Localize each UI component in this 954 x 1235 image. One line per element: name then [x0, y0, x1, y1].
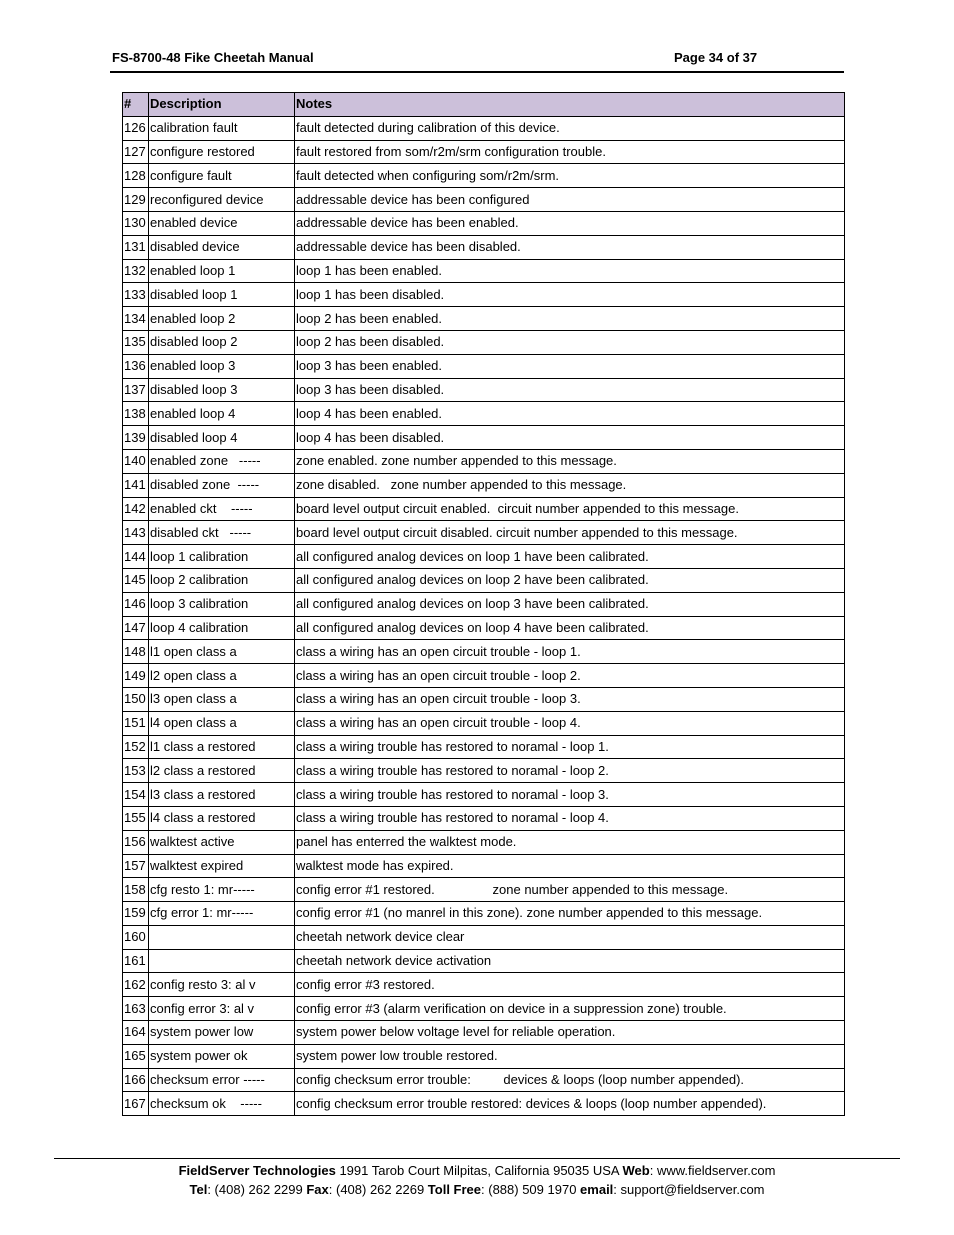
cell-number: 158 [123, 878, 149, 902]
footer-tollfree: : (888) 509 1970 [481, 1182, 581, 1197]
cell-number: 165 [123, 1044, 149, 1068]
table-row [123, 735, 845, 759]
cell-description: walktest active [149, 830, 295, 854]
cell-description: config error 3: al v [149, 997, 295, 1021]
table-row [123, 902, 845, 926]
cell-description: disabled loop 1 [149, 283, 295, 307]
cell-description: disabled device [149, 235, 295, 259]
table-row [123, 426, 845, 450]
cell-description: walktest expired [149, 854, 295, 878]
footer-email-label: email [580, 1182, 614, 1197]
table-row [123, 521, 845, 545]
cell-notes: cheetah network device activation [295, 949, 845, 973]
cell-number: 135 [123, 330, 149, 354]
column-header-number: # [123, 93, 149, 117]
table-row [123, 449, 845, 473]
cell-number: 128 [123, 164, 149, 188]
table-row [123, 378, 845, 402]
table-row [123, 235, 845, 259]
cell-notes: config checksum error trouble restored: devices & loops (loop number appended). [295, 1092, 845, 1116]
footer-tollfree-label: Toll Free [427, 1182, 482, 1197]
cell-notes: fault restored from som/r2m/srm configuration trouble. [295, 140, 845, 164]
cell-number: 137 [123, 378, 149, 402]
table-row [123, 259, 845, 283]
footer-email: : support@fieldserver.com [613, 1182, 765, 1197]
cell-number: 151 [123, 711, 149, 735]
cell-notes: config error #3 (alarm verification on device in a suppression zone) trouble. [295, 997, 845, 1021]
cell-notes: loop 1 has been enabled. [295, 259, 845, 283]
cell-description: l3 class a restored [149, 783, 295, 807]
cell-notes: config checksum error trouble: devices & loops (loop number appended). [295, 1068, 845, 1092]
cell-notes: class a wiring has an open circuit trouble - loop 4. [295, 711, 845, 735]
cell-number: 130 [123, 211, 149, 235]
table-header-row [123, 93, 845, 117]
table-row [123, 616, 845, 640]
cell-description: disabled loop 4 [149, 426, 295, 450]
cell-description: l3 open class a [149, 687, 295, 711]
header-divider [110, 71, 844, 73]
cell-description: enabled loop 3 [149, 354, 295, 378]
page-header [112, 50, 844, 65]
table-row [123, 783, 845, 807]
cell-description: system power ok [149, 1044, 295, 1068]
cell-description: enabled loop 4 [149, 402, 295, 426]
cell-description: l2 open class a [149, 664, 295, 688]
table-row [123, 116, 845, 140]
cell-number: 146 [123, 592, 149, 616]
cell-number: 153 [123, 759, 149, 783]
cell-description: cfg error 1: mr----- [149, 902, 295, 926]
cell-number: 160 [123, 925, 149, 949]
cell-description: l1 class a restored [149, 735, 295, 759]
cell-notes: loop 1 has been disabled. [295, 283, 845, 307]
cell-number: 148 [123, 640, 149, 664]
page-number: Page 34 of 37 [674, 50, 758, 65]
cell-notes: class a wiring trouble has restored to noramal - loop 1. [295, 735, 845, 759]
footer-web: : www.fieldserver.com [649, 1163, 776, 1178]
footer-contact-line [54, 1182, 900, 1197]
table-row [123, 759, 845, 783]
cell-number: 138 [123, 402, 149, 426]
footer-fax: : (408) 262 2269 [328, 1182, 428, 1197]
cell-description: config resto 3: al v [149, 973, 295, 997]
footer-tel-label: Tel [189, 1182, 208, 1197]
cell-description: reconfigured device [149, 188, 295, 212]
cell-notes: class a wiring trouble has restored to noramal - loop 2. [295, 759, 845, 783]
cell-number: 141 [123, 473, 149, 497]
footer-address-line [54, 1163, 900, 1178]
cell-number: 164 [123, 1021, 149, 1045]
cell-description: l4 class a restored [149, 806, 295, 830]
table-row [123, 949, 845, 973]
cell-description: l1 open class a [149, 640, 295, 664]
table-row [123, 307, 845, 331]
table-row [123, 568, 845, 592]
table-body [123, 116, 845, 1115]
cell-number: 131 [123, 235, 149, 259]
cell-description: loop 3 calibration [149, 592, 295, 616]
cell-notes: board level output circuit enabled. circuit number appended to this message. [295, 497, 845, 521]
table-row [123, 497, 845, 521]
table-row [123, 545, 845, 569]
cell-description: disabled loop 2 [149, 330, 295, 354]
footer-divider [54, 1158, 900, 1159]
cell-number: 149 [123, 664, 149, 688]
footer-fax-label: Fax [306, 1182, 329, 1197]
table-row [123, 687, 845, 711]
cell-description: loop 1 calibration [149, 545, 295, 569]
cell-notes: cheetah network device clear [295, 925, 845, 949]
cell-description: checksum ok ----- [149, 1092, 295, 1116]
cell-number: 157 [123, 854, 149, 878]
cell-description: cfg resto 1: mr----- [149, 878, 295, 902]
table-row [123, 1044, 845, 1068]
cell-number: 136 [123, 354, 149, 378]
table-row [123, 211, 845, 235]
cell-notes: all configured analog devices on loop 1 have been calibrated. [295, 545, 845, 569]
table-row [123, 188, 845, 212]
cell-notes: config error #3 restored. [295, 973, 845, 997]
cell-description: enabled loop 2 [149, 307, 295, 331]
cell-notes: class a wiring has an open circuit trouble - loop 1. [295, 640, 845, 664]
cell-description: l4 open class a [149, 711, 295, 735]
cell-notes: loop 4 has been enabled. [295, 402, 845, 426]
cell-number: 133 [123, 283, 149, 307]
cell-notes: system power low trouble restored. [295, 1044, 845, 1068]
cell-description: enabled device [149, 211, 295, 235]
table-row [123, 1092, 845, 1116]
cell-number: 150 [123, 687, 149, 711]
cell-description: disabled zone ----- [149, 473, 295, 497]
cell-notes: all configured analog devices on loop 2 have been calibrated. [295, 568, 845, 592]
cell-notes: board level output circuit disabled. circuit number appended to this message. [295, 521, 845, 545]
table-row [123, 330, 845, 354]
cell-description: loop 2 calibration [149, 568, 295, 592]
cell-notes: all configured analog devices on loop 4 have been calibrated. [295, 616, 845, 640]
cell-number: 129 [123, 188, 149, 212]
cell-description: configure fault [149, 164, 295, 188]
cell-notes: loop 3 has been disabled. [295, 378, 845, 402]
table-row [123, 1021, 845, 1045]
cell-number: 156 [123, 830, 149, 854]
cell-description [149, 925, 295, 949]
cell-description: configure restored [149, 140, 295, 164]
cell-notes: all configured analog devices on loop 3 have been calibrated. [295, 592, 845, 616]
table-row [123, 830, 845, 854]
cell-number: 143 [123, 521, 149, 545]
column-header-description: Description [149, 93, 295, 117]
cell-description: calibration fault [149, 116, 295, 140]
column-header-notes: Notes [295, 93, 845, 117]
cell-number: 144 [123, 545, 149, 569]
cell-notes: fault detected during calibration of this device. [295, 116, 845, 140]
table-row [123, 164, 845, 188]
cell-description: enabled loop 1 [149, 259, 295, 283]
table-row [123, 878, 845, 902]
cell-number: 163 [123, 997, 149, 1021]
cell-number: 134 [123, 307, 149, 331]
cell-number: 152 [123, 735, 149, 759]
cell-number: 142 [123, 497, 149, 521]
table-row [123, 354, 845, 378]
cell-description: disabled ckt ----- [149, 521, 295, 545]
cell-number: 162 [123, 973, 149, 997]
cell-notes: panel has enterred the walktest mode. [295, 830, 845, 854]
table-row [123, 711, 845, 735]
cell-number: 155 [123, 806, 149, 830]
cell-notes: class a wiring trouble has restored to noramal - loop 4. [295, 806, 845, 830]
cell-number: 127 [123, 140, 149, 164]
cell-number: 166 [123, 1068, 149, 1092]
cell-notes: fault detected when configuring som/r2m/srm. [295, 164, 845, 188]
cell-number: 139 [123, 426, 149, 450]
cell-number: 140 [123, 449, 149, 473]
cell-notes: zone disabled. zone number appended to this message. [295, 473, 845, 497]
cell-number: 161 [123, 949, 149, 973]
table-row [123, 806, 845, 830]
cell-number: 159 [123, 902, 149, 926]
cell-notes: class a wiring has an open circuit trouble - loop 2. [295, 664, 845, 688]
event-table [122, 92, 845, 1116]
cell-notes: system power below voltage level for reliable operation. [295, 1021, 845, 1045]
cell-notes: zone enabled. zone number appended to this message. [295, 449, 845, 473]
table-row [123, 973, 845, 997]
cell-notes: walktest mode has expired. [295, 854, 845, 878]
cell-notes: loop 3 has been enabled. [295, 354, 845, 378]
cell-number: 154 [123, 783, 149, 807]
cell-description: disabled loop 3 [149, 378, 295, 402]
table-row [123, 640, 845, 664]
cell-notes: addressable device has been configured [295, 188, 845, 212]
cell-description: enabled ckt ----- [149, 497, 295, 521]
cell-number: 132 [123, 259, 149, 283]
table-row [123, 997, 845, 1021]
cell-notes: addressable device has been disabled. [295, 235, 845, 259]
footer-tel: : (408) 262 2299 [207, 1182, 307, 1197]
footer-web-label: Web [622, 1163, 650, 1178]
table-row [123, 854, 845, 878]
cell-number: 145 [123, 568, 149, 592]
document-title: FS-8700-48 Fike Cheetah Manual [112, 50, 314, 65]
table-row [123, 473, 845, 497]
cell-description: l2 class a restored [149, 759, 295, 783]
cell-number: 147 [123, 616, 149, 640]
cell-description: enabled zone ----- [149, 449, 295, 473]
cell-notes: loop 2 has been disabled. [295, 330, 845, 354]
cell-description: system power low [149, 1021, 295, 1045]
cell-number: 126 [123, 116, 149, 140]
footer-company: FieldServer Technologies [178, 1163, 336, 1178]
cell-notes: class a wiring trouble has restored to noramal - loop 3. [295, 783, 845, 807]
cell-number: 167 [123, 1092, 149, 1116]
cell-notes: config error #1 restored. zone number appended to this message. [295, 878, 845, 902]
table-row [123, 283, 845, 307]
table-row [123, 402, 845, 426]
cell-description: loop 4 calibration [149, 616, 295, 640]
table-row [123, 592, 845, 616]
cell-notes: config error #1 (no manrel in this zone). zone number appended to this message. [295, 902, 845, 926]
cell-notes: loop 4 has been disabled. [295, 426, 845, 450]
table-row [123, 1068, 845, 1092]
cell-description: checksum error ----- [149, 1068, 295, 1092]
cell-description [149, 949, 295, 973]
cell-notes: class a wiring has an open circuit trouble - loop 3. [295, 687, 845, 711]
table-row [123, 140, 845, 164]
cell-notes: loop 2 has been enabled. [295, 307, 845, 331]
table-row [123, 664, 845, 688]
cell-notes: addressable device has been enabled. [295, 211, 845, 235]
table-row [123, 925, 845, 949]
footer-address: 1991 Tarob Court Milpitas, California 95035 USA [335, 1163, 623, 1178]
